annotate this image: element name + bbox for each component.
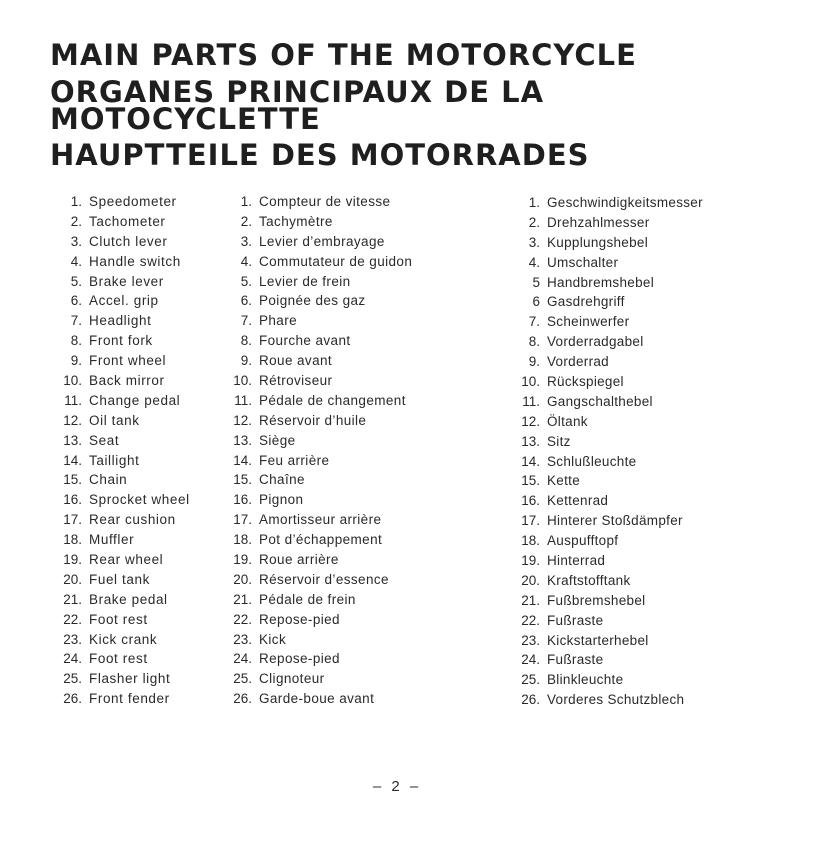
item-number: 19. [63,552,82,568]
item-number: 25. [63,671,82,687]
list-item [50,351,220,371]
item-number: 13. [521,433,540,449]
list-item [50,431,220,451]
list-item [50,311,220,331]
item-number: 26. [63,691,82,707]
parts-list-french [222,192,502,709]
item-number: 9. [240,353,252,369]
item-label: Kraftstofftank [547,572,631,588]
item-label: Front fork [89,333,153,349]
list-item [510,312,810,332]
item-number: 10. [63,373,82,389]
item-number: 15. [63,472,82,488]
list-item [222,570,502,590]
list-item [50,649,220,669]
item-number: 8. [70,333,82,349]
list-item [222,192,502,212]
list-item [50,630,220,650]
list-item [222,371,502,391]
item-number: 25. [233,671,252,687]
list-item [510,372,810,392]
item-label: Change pedal [89,392,181,408]
list-item [222,490,502,510]
list-item [222,411,502,431]
list-item [50,411,220,431]
item-label: Pédale de frein [259,591,356,607]
item-number: 4. [70,253,82,269]
item-number: 17. [233,512,252,528]
item-number: 22. [63,611,82,627]
item-number: 4. [240,253,252,269]
item-number: 3. [240,233,252,249]
item-label: Scheinwerfer [547,314,630,330]
item-label: Kette [547,473,581,489]
parts-list-english [50,192,220,709]
list-item [50,530,220,550]
list-item [50,570,220,590]
item-label: Kick [259,631,287,647]
item-label: Auspufftopf [547,533,619,549]
item-label: Repose-pied [259,611,340,627]
item-label: Amortisseur arrière [259,512,382,528]
item-number: 5 [532,274,540,290]
list-item [222,431,502,451]
item-number: 23. [521,632,540,648]
item-label: Brake pedal [89,591,168,607]
list-item [510,631,810,651]
item-label: Tachometer [89,213,166,229]
list-item [222,351,502,371]
list-item [222,291,502,311]
item-number: 25. [521,672,540,688]
list-item [222,510,502,530]
item-label: Chaîne [259,472,305,488]
item-number: 20. [63,571,82,587]
list-item [510,690,810,710]
item-label: Phare [259,313,298,329]
item-label: Accel. grip [89,293,159,309]
item-label: Chain [89,472,128,488]
item-number: 22. [521,612,540,628]
list-item [510,511,810,531]
list-item [510,611,810,631]
item-number: 23. [233,631,252,647]
item-label: Back mirror [89,373,165,389]
list-item [222,669,502,689]
list-item [222,391,502,411]
item-label: Repose-pied [259,651,340,667]
item-label: Pédale de changement [259,392,406,408]
item-number: 26. [233,691,252,707]
item-label: Speedometer [89,194,177,209]
item-number: 21. [521,592,540,608]
item-number: 10. [521,374,540,390]
list-item [222,470,502,490]
list-item [510,332,810,352]
item-number: 19. [521,553,540,569]
list-item [50,610,220,630]
list-item [510,432,810,452]
item-number: 16. [63,492,82,508]
item-number: 5. [70,273,82,289]
item-label: Garde-boue avant [259,691,375,707]
list-item [50,470,220,490]
item-number: 13. [63,432,82,448]
item-label: Pignon [259,492,304,508]
item-label: Fußraste [547,652,604,668]
item-label: Tachymètre [259,213,333,229]
item-label: Muffler [89,532,135,548]
list-item [510,551,810,571]
item-label: Front fender [89,691,170,707]
item-label: Réservoir d’huile [259,412,367,428]
item-label: Feu arrière [259,452,330,468]
item-number: 18. [233,532,252,548]
list-item [222,451,502,471]
item-label: Sitz [547,433,571,449]
item-number: 23. [63,631,82,647]
item-number: 20. [521,572,540,588]
list-item [50,391,220,411]
title-english: MAIN PARTS OF THE MOTORCYCLE [50,38,637,72]
item-number: 14. [521,453,540,469]
item-label: Vorderes Schutzblech [547,692,685,708]
list-item [50,192,220,212]
item-number: 6 [532,294,540,310]
item-number: 1. [528,195,540,210]
item-label: Sprocket wheel [89,492,190,508]
item-number: 10. [233,373,252,389]
item-label: Headlight [89,313,152,329]
item-label: Gangschalthebel [547,393,653,409]
list-item [510,193,810,213]
item-number: 6. [240,293,252,309]
item-label: Handle switch [89,253,181,269]
list-item [510,253,810,273]
item-label: Roue arrière [259,552,339,568]
list-item [50,451,220,471]
item-label: Rétroviseur [259,373,333,389]
item-label: Levier d’embrayage [259,233,385,249]
item-number: 13. [233,432,252,448]
item-label: Foot rest [89,651,148,667]
item-number: 1. [240,194,252,209]
item-number: 9. [70,353,82,369]
item-label: Fußbremshebel [547,592,646,608]
item-number: 20. [233,571,252,587]
item-label: Réservoir d’essence [259,571,389,587]
item-number: 2. [240,213,252,229]
item-label: Roue avant [259,353,333,369]
item-label: Hinterrad [547,553,606,569]
list-item [50,371,220,391]
item-number: 15. [233,472,252,488]
item-number: 26. [521,692,540,708]
list-item [510,471,810,491]
item-label: Brake lever [89,273,164,289]
list-item [510,292,810,312]
list-item [50,331,220,351]
list-item [510,452,810,472]
item-label: Rear wheel [89,552,164,568]
item-number: 2. [70,213,82,229]
item-label: Umschalter [547,254,619,270]
item-label: Schlußleuchte [547,453,637,469]
item-label: Drehzahlmesser [547,214,650,230]
list-item [222,311,502,331]
title-german: HAUPTTEILE DES MOTORRADES [50,138,590,172]
item-number: 8. [528,334,540,350]
item-number: 24. [233,651,252,667]
item-label: Oil tank [89,412,140,428]
list-item [510,670,810,690]
item-label: Clignoteur [259,671,325,687]
item-number: 2. [528,214,540,230]
list-item [510,273,810,293]
item-label: Front wheel [89,353,167,369]
item-number: 9. [528,354,540,370]
item-number: 16. [521,493,540,509]
list-item [50,689,220,709]
item-label: Pot d’échappement [259,532,383,548]
list-item [222,530,502,550]
item-label: Öltank [547,413,588,429]
list-item [222,232,502,252]
item-label: Foot rest [89,611,148,627]
item-number: 17. [63,512,82,528]
item-number: 12. [63,412,82,428]
item-label: Rückspiegel [547,374,624,390]
item-label: Kettenrad [547,493,609,509]
list-item [222,550,502,570]
item-label: Taillight [89,452,140,468]
list-item [510,571,810,591]
item-label: Kick crank [89,631,158,647]
item-number: 3. [70,233,82,249]
item-label: Levier de frein [259,273,351,289]
list-item [510,650,810,670]
item-label: Vorderradgabel [547,334,644,350]
item-label: Kickstarterhebel [547,632,649,648]
item-label: Vorderrad [547,354,609,370]
item-label: Commutateur de guidon [259,253,413,269]
item-number: 4. [528,254,540,270]
list-item [222,689,502,709]
item-label: Compteur de vitesse [259,194,391,209]
title-french-line-1: ORGANES PRINCIPAUX DE LA [50,75,545,109]
page-number: – 2 – [372,778,422,795]
title-french-line-2: MOTOCYCLETTE [50,102,321,136]
item-number: 21. [63,591,82,607]
item-label: Poignée des gaz [259,293,366,309]
item-label: Rear cushion [89,512,176,528]
list-item [222,649,502,669]
item-label: Fourche avant [259,333,351,349]
list-item [222,252,502,272]
list-item [510,412,810,432]
list-item [50,212,220,232]
item-label: Fuel tank [89,571,150,587]
list-item [50,590,220,610]
list-item [222,590,502,610]
list-item [510,392,810,412]
item-number: 17. [521,513,540,529]
item-number: 16. [233,492,252,508]
list-item [510,531,810,551]
item-number: 7. [70,313,82,329]
item-label: Handbremshebel [547,274,655,290]
item-number: 12. [521,413,540,429]
item-number: 24. [521,652,540,668]
item-number: 11. [64,392,82,408]
list-item [222,212,502,232]
item-label: Hinterer Stoßdämpfer [547,513,683,529]
item-number: 7. [240,313,252,329]
item-number: 15. [521,473,540,489]
list-item [222,630,502,650]
item-number: 24. [63,651,82,667]
item-number: 22. [233,611,252,627]
item-label: Blinkleuchte [547,672,624,688]
list-item [510,233,810,253]
item-label: Fußraste [547,612,604,628]
item-number: 19. [233,552,252,568]
item-number: 14. [233,452,252,468]
item-number: 14. [63,452,82,468]
list-item [50,669,220,689]
item-label: Geschwindigkeitsmesser [547,195,703,210]
list-item [50,510,220,530]
list-item [50,272,220,292]
list-item [510,352,810,372]
list-item [50,550,220,570]
item-label: Gasdrehgriff [547,294,625,310]
item-label: Siège [259,432,296,448]
item-number: 1. [70,194,82,209]
item-label: Seat [89,432,120,448]
item-number: 11. [234,392,252,408]
list-item [222,331,502,351]
list-item [50,490,220,510]
item-number: 6. [70,293,82,309]
item-number: 5. [240,273,252,289]
item-label: Flasher light [89,671,171,687]
item-number: 3. [528,234,540,250]
list-item [510,213,810,233]
parts-list-german [510,193,810,710]
list-item [510,591,810,611]
item-label: Kupplungshebel [547,234,649,250]
list-item [50,252,220,272]
item-number: 18. [63,532,82,548]
list-item [222,610,502,630]
item-number: 18. [521,533,540,549]
item-number: 7. [528,314,540,330]
list-item [510,491,810,511]
item-number: 12. [233,412,252,428]
list-item [50,291,220,311]
item-number: 11. [522,393,540,409]
item-label: Clutch lever [89,233,168,249]
page-titles [50,40,810,170]
item-number: 8. [240,333,252,349]
item-number: 21. [233,591,252,607]
list-item [50,232,220,252]
list-item [222,272,502,292]
